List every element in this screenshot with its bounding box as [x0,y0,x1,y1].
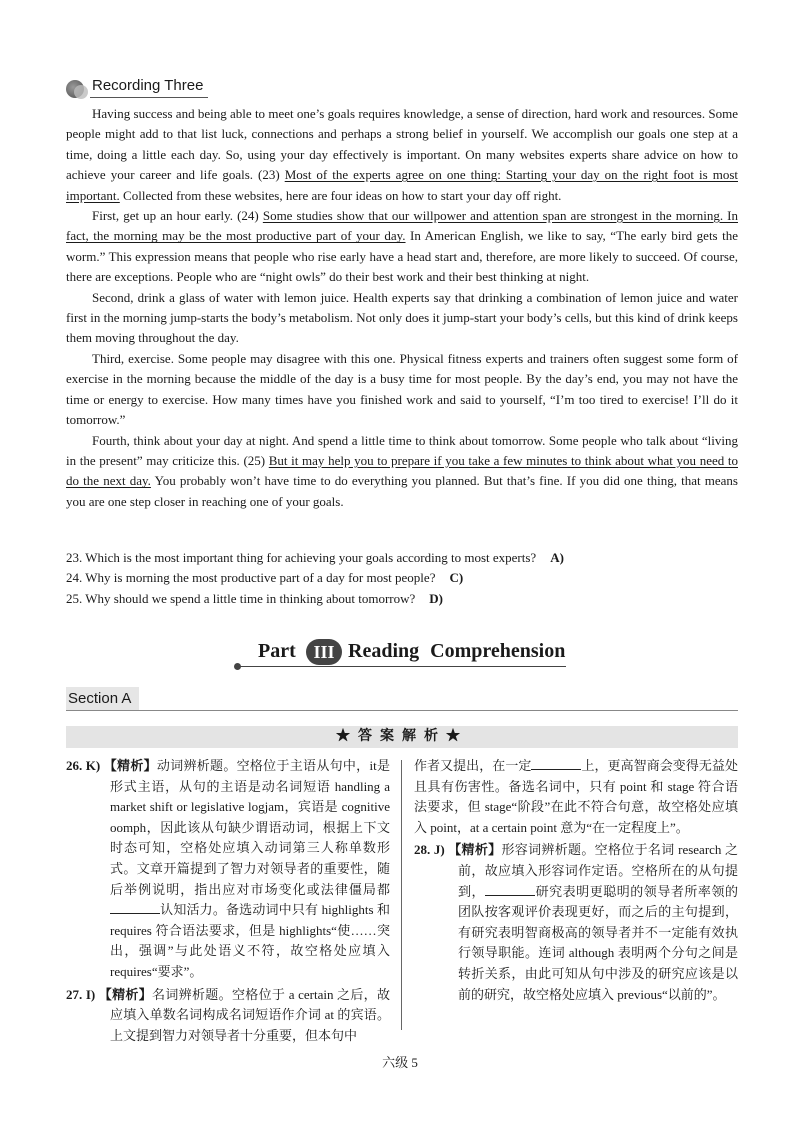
answer-number-key: 28. J) [414,842,449,858]
fill-blank [110,901,160,914]
analysis-text: 作者又提出，在一定 [414,758,532,773]
analysis-text: 研究表明更聪明的领导者所率领的团队按客观评价表现更好，而之后的主句提到，有研究表明智商极高的领导者并不一定能有效执行领导职能。连词 although 表明两个分句之间是转折关系，由此可知从句中涉及的研究应该是以前的研究，故空格处应填入 previous“以前的”。 [458,883,738,1002]
analysis-tag: 【精析】 [98,986,153,1002]
answer-entry [66,756,390,983]
column-divider [401,760,402,1030]
question-text: 25. Why should we spend a little time in thinking about tomorrow? [66,590,416,606]
question-text: 24. Why is morning the most productive part of a day for most people? [66,570,436,586]
section-label: Section A [66,687,139,711]
answer-number-key: 27. I) [66,986,99,1002]
analysis-tag: 【精析】 [448,842,502,858]
passage-text: Collected from these websites, here are four ideas on how to start your day off right. [119,187,562,203]
answer-entry [414,840,738,1005]
part-word: Part [258,640,296,662]
question-list [66,548,738,609]
question-23 [66,548,738,568]
passage-paragraph [66,104,738,206]
question-24 [66,568,738,588]
section-rule [66,710,738,711]
analysis-text: 认知活力。备选动词中只有 highlights 和 requires 符合语法要求，但是 highlights“使……突出，强调”与此处语义不符，故空格处应填入 requires“要求”。 [110,902,390,979]
passage-text: Third, exercise. Some people may disagree with this one. Physical fitness experts and trainers often suggest some form of exercise in the morning because the middle of the day is a busy time for most people. By the day’s end, you may not have the time or energy to exercise. How many times have you finished work and said to yourself, “I’m too tired to exercise! I’ll do it tomorrow.” [66,350,738,428]
part-title: Reading Comprehension [348,640,566,662]
part-heading [230,638,570,672]
question-answer: D) [429,590,443,606]
passage-text: Having success and being able to meet one’s goals requires knowledge, a sense of direction, hard work and resources. Some people might add to that list luck, connections and perhaps a strong belief in yourself. We accomplish our goals one step at a time, doing a little each day. So, using your day effectively is important. On many websites experts share advice on how to achieve your career and life goals. (23) [66,106,738,183]
page-footer: 六级 5 [382,1055,418,1070]
passage-text: First, get up an hour early. (24) [92,208,263,224]
part-heading-rule [240,666,566,667]
recording-heading [66,77,206,99]
underlined-key-sentence: Some studies show that our willpower and attention span are strongest in the morning. In fact, the morning may be the most productive part of your day. [66,208,738,244]
answer-analysis-banner: ★答案解析★ [66,726,738,748]
answer-number-key: 26. K) [66,758,104,773]
recording-passage [66,104,738,512]
passage-text: In American English, we like to say, “The early bird gets the worm.” This expression means that people who rise early have a head start and, therefore, are more likely to succeed. Of course, there are exceptions. People who are “night owls” do their best work and their best thinking at night. [66,228,738,285]
answers-right-column [414,756,738,1007]
passage-text: Fourth, think about your day at night. And spend a little time to think about tomorrow. Some people who talk about “living in the present” may criticize this. (25) [66,432,738,468]
question-25 [66,589,738,609]
section-heading [66,687,738,711]
passage-text: Second, drink a glass of water with lemon juice. Health experts say that drinking a combination of lemon juice and water first in the morning jump-starts the body’s metabolism. Not only does it jump-start your body’s cells, but this kind of drink keeps them moving throughout the day. [66,289,738,346]
answer-entry [414,756,738,838]
part-heading-dot [234,663,241,670]
analysis-text: 动词辨析题。空格位于主语从句中，it是形式主语，从句的主语是动名词短语 handling a market shift or legislative logjam，宾语是 cognitive oomph，因此该从句缺少谓语动词，根据上下文时态可知，空格处应填入动词第三人称单数形式。文章开篇提到了智力对领导者的重要性，随后举例说明，指出应对市场变化或法律僵局都 [110,758,390,897]
underlined-key-sentence: Most of the experts agree on one thing: Starting your day on the right foot is most important. [66,167,738,203]
answers-left-column [66,756,390,1048]
fill-blank [485,883,535,896]
analysis-text: 上，更高智商会变得无益处且具有伤害性。备选名词中，只有 point 和 stage 符合语法要求，但 stage“阶段”在此不符合句意，故空格处应填入 point，at a certain point 意为“在一定程度上”。 [414,758,738,835]
passage-paragraph [66,206,738,288]
passage-text: You probably won’t have time to do everything you planned. But that’s fine. If you did one thing, that means you are one step closer in reaching one of your goals. [66,473,738,509]
analysis-tag: 【精析】 [103,758,157,773]
recording-title: Recording Three [92,77,204,94]
question-answer: A) [550,550,564,565]
analysis-text: 名词辨析题。空格位于 a certain 之后，故应填入单数名词构成名词短语作介词 at 的宾语。上文提到智力对领导者十分重要，但本句中 [110,986,390,1043]
part-numeral-badge: III [306,639,342,665]
passage-paragraph [66,349,738,431]
question-answer: C) [449,570,464,586]
analysis-text: 形容词辨析题。空格位于名词 research 之前，故应填入形容词作定语。空格所在的从句提到， [458,842,738,899]
heading-underline [90,97,208,98]
passage-paragraph [66,431,738,513]
heading-bullet-shadow [74,85,88,99]
passage-paragraph [66,288,738,349]
question-text: 23. Which is the most important thing for achieving your goals according to most experts? [66,550,537,565]
answer-entry [66,985,390,1047]
underlined-key-sentence: But it may help you to prepare if you take a few minutes to think about what you need to do the next day. [66,452,738,489]
fill-blank [531,757,581,770]
